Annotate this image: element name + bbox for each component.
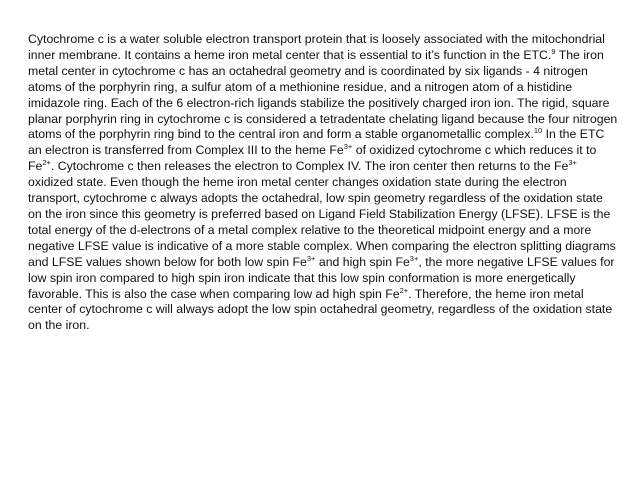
body-paragraph	[28, 32, 618, 334]
text-run: Cytochrome c is a water soluble electron transport protein that is loosely associated with the mitochondrial inner membrane. It contains a heme iron metal center that is essential to it’s function in the ETC.	[28, 32, 605, 62]
charge-superscript: 3+	[568, 158, 577, 168]
charge-superscript: 3+	[306, 253, 316, 263]
charge-superscript: 2+	[42, 158, 51, 168]
text-run: oxidized state. Even though the heme iron metal center changes oxidation state during the electron transport, cytochrome c always adopts the octahedral, low spin geometry regardless of the oxidation state on the iron since this geometry is preferred based on Ligand Field Stabilization Energy (LFSE). LFSE is the total energy of the d-electrons of a metal complex relative to the theoretical midpoint energy and a more negative LFSE value is indicative of a more stable complex. When comparing the electron splitting diagrams and LFSE values shown below for both low spin Fe	[28, 175, 616, 269]
charge-superscript: 2+	[399, 285, 409, 295]
charge-superscript: 3+	[343, 142, 353, 152]
text-run: . Cytochrome c then releases the electron to Complex IV. The iron center then returns to the Fe	[50, 159, 569, 174]
charge-superscript: 3+	[409, 253, 419, 263]
text-run: The iron metal center in cytochrome c has an octahedral geometry and is coordinated by six ligands - 4 nitrogen atoms of the porphyrin ring, a sulfur atom of a methionine residue, and a nitrogen atom of a histidine imidazole ring. Each of the 6 electron-rich ligands stabilize the positively charged iron ion. The rigid, square planar porphyrin ring in cytochrome c is considered a tetradentate chelating ligand because the four nitrogen atoms of the porphyrin ring bind to the central iron and form a stable organometallic complex.	[28, 47, 618, 142]
text-run: of oxidized cytochrome c which reduces it to Fe	[28, 143, 597, 174]
text-run: . Therefore, the heme iron metal center of cytochrome c will always adopt the low spin octahedral geometry, regardless of the oxidation state on the iron.	[28, 286, 613, 333]
text-run: , the more negative LFSE values for low spin iron compared to high spin iron indicate that this low spin conformation is more energetically favorable. This is also the case when comparing low ad high spin Fe	[28, 254, 615, 301]
text-run: and high spin Fe	[315, 254, 410, 269]
citation-superscript: 9	[551, 46, 556, 56]
text-run: In the ETC an electron is transferred from Complex III to the heme Fe	[28, 127, 605, 158]
citation-superscript: 10	[533, 126, 543, 136]
